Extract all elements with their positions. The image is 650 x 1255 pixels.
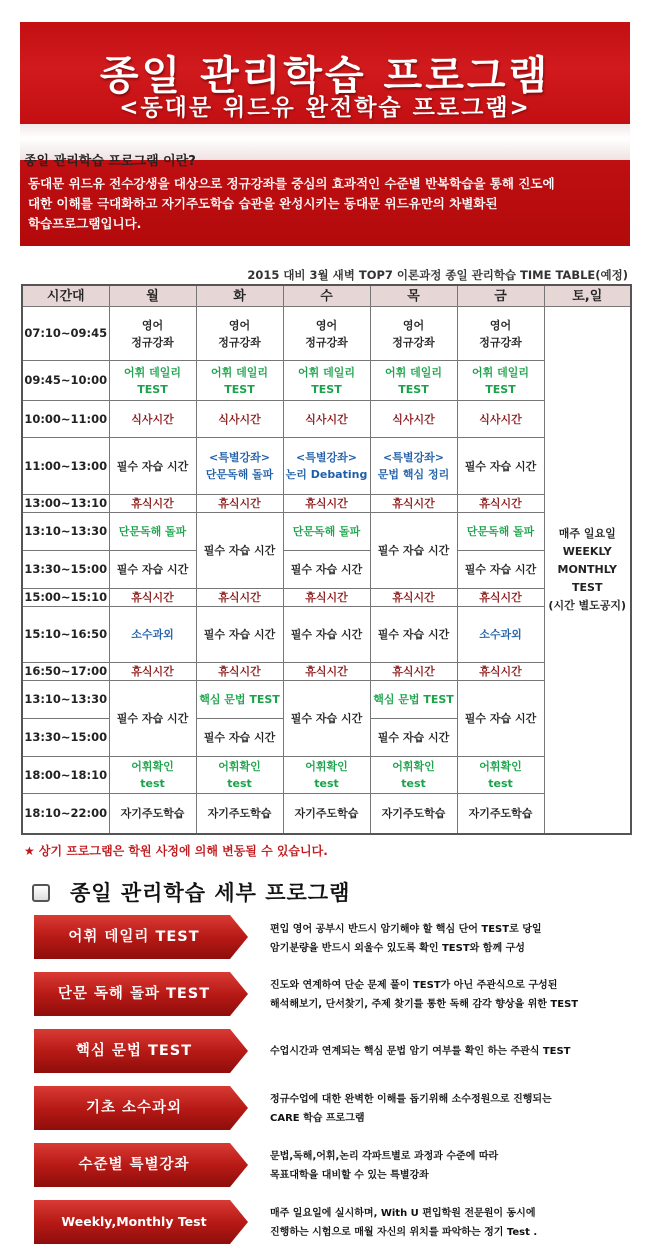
cell-line: test bbox=[488, 777, 513, 790]
banner-title: 종일 관리학습 프로그램 bbox=[99, 53, 551, 99]
cell-line: 어휘확인 bbox=[305, 760, 348, 773]
special-lecture-cell bbox=[196, 438, 283, 495]
desc-line: 매주 일요일에 실시하며, With U 편입학원 전문원이 동시에 bbox=[270, 1208, 536, 1219]
cell-line: 정규강좌 bbox=[218, 335, 261, 349]
program-description bbox=[270, 920, 620, 958]
desc-line: CARE 학습 프로그램 bbox=[270, 1113, 365, 1124]
banner-subtitle: <동대문 위드유 완전학습 프로그램> bbox=[119, 95, 531, 121]
self-study-required-cell: 필수 자습 시간 bbox=[196, 719, 283, 757]
timetable bbox=[21, 284, 632, 835]
cell-line: 정규강좌 bbox=[392, 335, 435, 349]
table-row bbox=[22, 401, 631, 438]
special-lecture-cell bbox=[370, 438, 457, 495]
cell-line: 영어 bbox=[315, 318, 338, 332]
cell-line: 영어 bbox=[402, 318, 425, 332]
time-cell: 13:10~13:30 bbox=[22, 681, 109, 719]
english-class-cell bbox=[283, 307, 370, 361]
short-reading-cell: 단문독해 돌파 bbox=[457, 513, 544, 551]
english-class-cell bbox=[457, 307, 544, 361]
program-description bbox=[270, 1204, 620, 1242]
meal-cell: 식사시간 bbox=[109, 401, 196, 438]
self-study-required-cell: 필수 자습 시간 bbox=[457, 551, 544, 589]
vocab-test-cell bbox=[457, 361, 544, 401]
table-row bbox=[22, 607, 631, 663]
desc-line: 진도와 연계하여 단순 문제 풀이 TEST가 아닌 주관식으로 구성된 bbox=[270, 980, 558, 991]
table-row bbox=[22, 757, 631, 794]
cell-line: 단문독해 돌파 bbox=[205, 468, 274, 481]
vocab-check-cell bbox=[457, 757, 544, 794]
checkbox-square-icon bbox=[32, 884, 50, 902]
vocab-check-cell bbox=[196, 757, 283, 794]
grammar-test-cell: 핵심 문법 TEST bbox=[196, 681, 283, 719]
rest-cell: 휴식시간 bbox=[109, 663, 196, 681]
cell-line: 어휘 데일리 bbox=[472, 365, 529, 379]
english-class-cell bbox=[109, 307, 196, 361]
cell-line: TEST bbox=[485, 382, 516, 396]
rest-cell: 휴식시간 bbox=[457, 589, 544, 607]
cell-line: test bbox=[227, 777, 252, 790]
special-lecture-cell bbox=[283, 438, 370, 495]
header-weekend: 토,일 bbox=[544, 285, 631, 307]
cell-line: 어휘확인 bbox=[131, 760, 174, 773]
cell-line: <특별강좌> bbox=[383, 451, 444, 464]
desc-line: 정규수업에 대한 완벽한 이해를 돕기위해 소수정원으로 진행되는 bbox=[270, 1094, 552, 1105]
time-cell: 09:45~10:00 bbox=[22, 361, 109, 401]
vocab-test-cell bbox=[109, 361, 196, 401]
program-label: 단문 독해 돌파 TEST bbox=[57, 986, 211, 1002]
cell-line: 정규강좌 bbox=[479, 335, 522, 349]
cell-line: <특별강좌> bbox=[209, 451, 270, 464]
meal-cell: 식사시간 bbox=[457, 401, 544, 438]
self-study-required-cell: 필수 자습 시간 bbox=[196, 513, 283, 589]
self-study-required-cell: 필수 자습 시간 bbox=[457, 438, 544, 495]
english-class-cell bbox=[370, 307, 457, 361]
vocab-check-cell bbox=[370, 757, 457, 794]
meal-cell: 식사시간 bbox=[283, 401, 370, 438]
program-label: 어휘 데일리 TEST bbox=[68, 929, 200, 945]
schedule-change-notice: ★ 상기 프로그램은 학원 사정에 의해 변동될 수 있습니다. bbox=[24, 844, 328, 858]
program-arrow-weekly-monthly bbox=[34, 1200, 248, 1244]
time-cell: 13:00~13:10 bbox=[22, 495, 109, 513]
short-reading-cell: 단문독해 돌파 bbox=[283, 513, 370, 551]
cell-line: 어휘확인 bbox=[479, 760, 522, 773]
header-mon: 월 bbox=[109, 285, 196, 307]
table-row bbox=[22, 307, 631, 361]
table-row bbox=[22, 361, 631, 401]
vocab-check-cell bbox=[109, 757, 196, 794]
program-arrow-grammar bbox=[34, 1029, 248, 1073]
self-directed-cell: 자기주도학습 bbox=[457, 794, 544, 834]
self-directed-cell: 자기주도학습 bbox=[370, 794, 457, 834]
meal-cell: 식사시간 bbox=[370, 401, 457, 438]
rest-cell: 휴식시간 bbox=[283, 663, 370, 681]
self-study-required-cell: 필수 자습 시간 bbox=[370, 513, 457, 589]
table-row bbox=[22, 513, 631, 551]
weekend-line: TEST bbox=[572, 580, 603, 594]
cell-line: 어휘확인 bbox=[392, 760, 435, 773]
table-row bbox=[22, 663, 631, 681]
desc-line: 수업시간과 연계되는 핵심 문법 암기 여부를 확인 하는 주관식 TEST bbox=[270, 1046, 571, 1057]
rest-cell: 휴식시간 bbox=[109, 495, 196, 513]
program-label: 수준별 특별강좌 bbox=[78, 1157, 190, 1173]
table-row bbox=[22, 794, 631, 834]
time-cell: 07:10~09:45 bbox=[22, 307, 109, 361]
time-cell: 11:00~13:00 bbox=[22, 438, 109, 495]
cell-line: TEST bbox=[224, 382, 255, 396]
program-arrow-reading bbox=[34, 972, 248, 1016]
desc-line: 문법,독해,어휘,논리 각파트별로 과정과 수준에 따라 bbox=[270, 1151, 499, 1162]
desc-line: 편입 영어 공부시 반드시 암기해야 할 핵심 단어 TEST로 당일 bbox=[270, 924, 542, 935]
weekend-line: WEEKLY bbox=[562, 544, 612, 558]
time-cell: 10:00~11:00 bbox=[22, 401, 109, 438]
banner-desc-line: 대한 이해를 극대화하고 자기주도학습 습관을 완성시키는 동대문 위드유만의 차별화된 bbox=[28, 196, 498, 211]
self-study-required-cell: 필수 자습 시간 bbox=[109, 551, 196, 589]
time-cell: 15:00~15:10 bbox=[22, 589, 109, 607]
time-cell: 18:00~18:10 bbox=[22, 757, 109, 794]
cell-line: 영어 bbox=[141, 318, 164, 332]
self-study-required-cell: 필수 자습 시간 bbox=[457, 681, 544, 757]
cell-line: 영어 bbox=[489, 318, 512, 332]
self-study-required-cell: 필수 자습 시간 bbox=[370, 607, 457, 663]
self-study-required-cell: 필수 자습 시간 bbox=[196, 607, 283, 663]
program-description bbox=[270, 1090, 620, 1128]
time-cell: 18:10~22:00 bbox=[22, 794, 109, 834]
rest-cell: 휴식시간 bbox=[457, 495, 544, 513]
cell-line: TEST bbox=[137, 382, 168, 396]
rest-cell: 휴식시간 bbox=[196, 495, 283, 513]
rest-cell: 휴식시간 bbox=[196, 589, 283, 607]
weekend-line: 매주 일요일 bbox=[558, 526, 616, 540]
rest-cell: 휴식시간 bbox=[196, 663, 283, 681]
program-banner bbox=[20, 22, 630, 246]
cell-line: TEST bbox=[311, 382, 342, 396]
table-row bbox=[22, 438, 631, 495]
self-study-required-cell: 필수 자습 시간 bbox=[109, 681, 196, 757]
time-cell: 13:10~13:30 bbox=[22, 513, 109, 551]
english-class-cell bbox=[196, 307, 283, 361]
program-label: 기초 소수과외 bbox=[85, 1100, 183, 1116]
time-cell: 15:10~16:50 bbox=[22, 607, 109, 663]
cell-line: <특별강좌> bbox=[296, 451, 357, 464]
desc-line: 암기분량을 반드시 외울수 있도록 확인 TEST와 함께 구성 bbox=[270, 943, 525, 954]
self-directed-cell: 자기주도학습 bbox=[283, 794, 370, 834]
banner-question: 종일 관리학습 프로그램 이란? bbox=[24, 154, 196, 169]
small-group-cell: 소수과외 bbox=[457, 607, 544, 663]
weekend-test-cell bbox=[544, 307, 631, 834]
time-cell: 13:30~15:00 bbox=[22, 551, 109, 589]
program-label: Weekly,Monthly Test bbox=[61, 1214, 207, 1229]
header-wed: 수 bbox=[283, 285, 370, 307]
table-row bbox=[22, 681, 631, 719]
vocab-test-cell bbox=[370, 361, 457, 401]
cell-line: 어휘 데일리 bbox=[298, 365, 355, 379]
program-description bbox=[270, 1042, 620, 1061]
small-group-cell: 소수과외 bbox=[109, 607, 196, 663]
vocab-test-cell bbox=[283, 361, 370, 401]
header-tue: 화 bbox=[196, 285, 283, 307]
rest-cell: 휴식시간 bbox=[370, 663, 457, 681]
weekend-line: (시간 별도공지) bbox=[548, 598, 627, 612]
program-label: 핵심 문법 TEST bbox=[75, 1043, 193, 1059]
header-fri: 금 bbox=[457, 285, 544, 307]
rest-cell: 휴식시간 bbox=[283, 589, 370, 607]
self-study-required-cell: 필수 자습 시간 bbox=[109, 438, 196, 495]
self-study-required-cell: 필수 자습 시간 bbox=[283, 607, 370, 663]
program-description bbox=[270, 976, 620, 1014]
banner-desc-line: 동대문 위드유 전수강생을 대상으로 정규강좌를 중심의 효과적인 수준별 반복학습을 통해 진도에 bbox=[28, 176, 555, 191]
cell-line: 정규강좌 bbox=[131, 335, 174, 349]
cell-line: test bbox=[401, 777, 426, 790]
rest-cell: 휴식시간 bbox=[283, 495, 370, 513]
time-cell: 13:30~15:00 bbox=[22, 719, 109, 757]
rest-cell: 휴식시간 bbox=[370, 495, 457, 513]
cell-line: 어휘 데일리 bbox=[124, 365, 181, 379]
program-description bbox=[270, 1147, 620, 1185]
cell-line: TEST bbox=[398, 382, 429, 396]
cell-line: 어휘 데일리 bbox=[211, 365, 268, 379]
cell-line: 영어 bbox=[228, 318, 251, 332]
rest-cell: 휴식시간 bbox=[457, 663, 544, 681]
table-row bbox=[22, 495, 631, 513]
banner-desc-line: 학습프로그램입니다. bbox=[28, 216, 142, 231]
grammar-test-cell: 핵심 문법 TEST bbox=[370, 681, 457, 719]
desc-line: 해석해보기, 단서찾기, 주제 찾기를 통한 독해 감각 향상을 위한 TEST bbox=[270, 999, 579, 1010]
rest-cell: 휴식시간 bbox=[370, 589, 457, 607]
weekend-line: MONTHLY bbox=[557, 562, 617, 576]
cell-line: 어휘확인 bbox=[218, 760, 261, 773]
program-arrow-vocab bbox=[34, 915, 248, 959]
header-time: 시간대 bbox=[22, 285, 109, 307]
desc-line: 진행하는 시험으로 매월 자신의 위치를 파악하는 정기 Test . bbox=[270, 1227, 538, 1238]
cell-line: 문법 핵심 정리 bbox=[377, 468, 450, 481]
table-row bbox=[22, 589, 631, 607]
self-directed-cell: 자기주도학습 bbox=[109, 794, 196, 834]
self-study-required-cell: 필수 자습 시간 bbox=[370, 719, 457, 757]
rest-cell: 휴식시간 bbox=[109, 589, 196, 607]
self-directed-cell: 자기주도학습 bbox=[196, 794, 283, 834]
meal-cell: 식사시간 bbox=[196, 401, 283, 438]
banner-description bbox=[28, 174, 618, 234]
self-study-required-cell: 필수 자습 시간 bbox=[283, 681, 370, 757]
time-cell: 16:50~17:00 bbox=[22, 663, 109, 681]
timetable-caption: 2015 대비 3월 새벽 TOP7 이론과정 종일 관리학습 TIME TABLE(예정) bbox=[247, 268, 628, 282]
vocab-check-cell bbox=[283, 757, 370, 794]
cell-line: test bbox=[140, 777, 165, 790]
cell-line: 어휘 데일리 bbox=[385, 365, 442, 379]
header-thu: 목 bbox=[370, 285, 457, 307]
section-title: 종일 관리학습 세부 프로그램 bbox=[70, 881, 351, 905]
self-study-required-cell: 필수 자습 시간 bbox=[283, 551, 370, 589]
desc-line: 목표대학을 대비할 수 있는 특별강좌 bbox=[270, 1170, 429, 1181]
table-row bbox=[22, 551, 631, 589]
cell-line: 정규강좌 bbox=[305, 335, 348, 349]
program-arrow-tutoring bbox=[34, 1086, 248, 1130]
program-arrow-special bbox=[34, 1143, 248, 1187]
timetable-header-row bbox=[22, 285, 631, 307]
short-reading-cell: 단문독해 돌파 bbox=[109, 513, 196, 551]
cell-line: 논리 Debating bbox=[285, 468, 368, 481]
vocab-test-cell bbox=[196, 361, 283, 401]
cell-line: test bbox=[314, 777, 339, 790]
